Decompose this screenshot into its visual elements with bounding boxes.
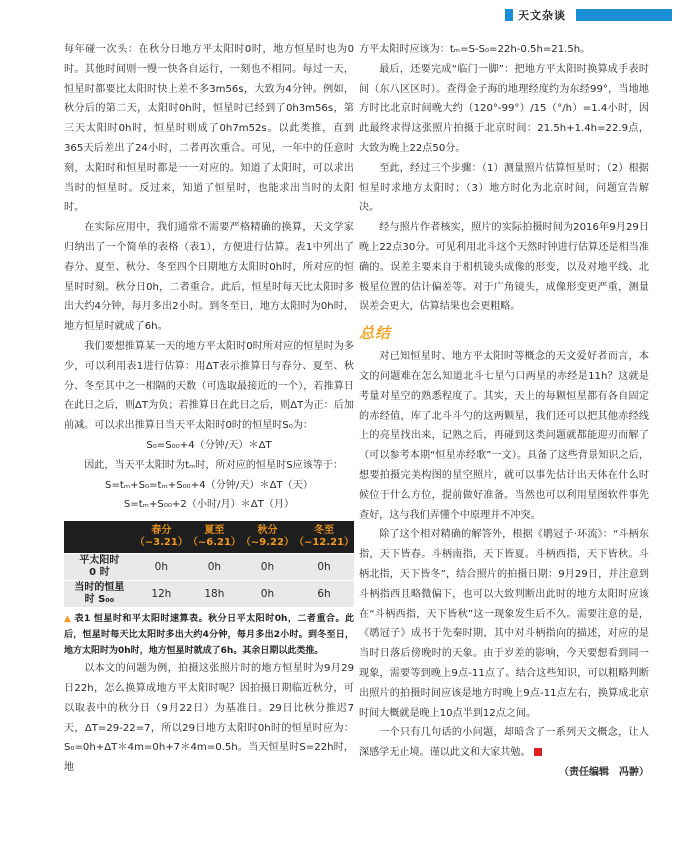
table-header-row	[64, 521, 354, 554]
paragraph: 一个只有几句话的小问题，却暗含了一系列天文概念，让人深感学无止境。谨以此文和大家共勉。	[359, 727, 649, 759]
paragraph: 方平太阳时应该为：tₘ=S-S₀=22h-0.5h=21.5h。	[359, 44, 591, 55]
formula: S₀=S₀₀+4（分钟/天）＊ΔT	[146, 439, 272, 451]
paragraph: 经与照片作者核实，照片的实际拍摄时间为2016年9月29日晚上22点30分。可见利用北斗这个天然时钟进行估算还是相当准确的。误差主要来自于相机镜头成像的形变，以及对地平线、北极星位置的估计偏差等。对于广角镜头，成像形变更严重，测量误差会更大，估算结果也会更粗略。	[359, 222, 649, 313]
table-row	[64, 554, 354, 581]
formula: S=tₘ+S₀=tₘ+S₀₀+4（分钟/天）＊ΔT（天）	[105, 479, 313, 491]
paragraph: 最后，还要完成“临门一脚”：把地方平太阳时换算成手表时间（东八区区时）。查得金子海的地理经度约为东经99°，当地地方时比北京时间晚大约（120°-99°）/15（°/h）=1.4小时，因此最终求得这张照片拍摄于北京时间：21.5h+1.4h=22.9点，大致为晚上22点50分。	[359, 63, 649, 154]
right-column	[359, 40, 649, 783]
table-cell: 0h	[241, 581, 294, 608]
table-cell: 0h	[188, 554, 241, 581]
section-label: 天文杂谈	[518, 9, 566, 22]
table-corner-cell	[64, 521, 135, 554]
paragraph: 对已知恒星时、地方平太阳时等概念的天文爱好者而言，本文的问题难在怎么知道北斗七星勺口两星的赤经是11h？这就是考量对星空的熟悉程度了。其实，天上的每颗恒星都有各自固定的赤经值，库了北斗斗勺的这两颗星，我们还可以把其他赤经线上的亮星找出来，记熟之后，再碰到这类问题就都能迎刃而解了（可以参考本期“恒星赤经歌”一文）。具备了这些背景知识之后，想要拍摄完美构图的星空照片，就可以事先估计出天体在什么时候位于什么方位，提前做好准备。当然也可以利用星图软件事先查好，这与我们弄懂个中原理并不冲突。	[359, 351, 649, 521]
paragraph: 每年碰一次头：在秋分日地方平太阳时0时，地方恒星时也为0时。其他时间则一慢一快各自运行，一刻也不相同。每过一天，恒星时都要比太阳时快上差不多3m56s，大致为4分钟。例如，秋分后的第二天，太阳时0h时，恒星时已经到了0h3m56s，第三天太阳时0h时，恒星时则成了0h7m52s。以此类推，直到365天后差出了24小时，二者再次重合。可见，一年中的任意时刻，太阳时和恒星时都是一一对应的。知道了太阳时，可以求出当时的恒星时。反过来，知道了恒星时，也能求出当时的太阳时。	[64, 44, 354, 214]
table-header-cell: 秋分 （~9.22）	[241, 521, 294, 554]
paragraph: 至此，经过三个步骤：（1）测量照片估算恒星时；（2）根据恒星时求地方太阳时；（3）地方时化为北京时间，问题宣告解决。	[359, 162, 649, 214]
triangle-icon: ▲	[64, 614, 72, 625]
section-heading: 总结	[359, 324, 392, 343]
header-accent-bar	[505, 9, 513, 21]
paragraph: 以本文的问题为例，拍摄这张照片时的地方恒星时为9月29日22h，怎么换算成地方平太阳时呢？因拍摄日期临近秋分，可以取表中的秋分日（9月22日）为基准日。29日比秋分推迟7天，ΔT=29-22=7，所以29日地方太阳时0h时的恒星时应为：S₀=0h+ΔT＊4m=0h+7＊4m=0.5h。当天恒星时S=22h时，地	[64, 663, 354, 774]
paragraph: 在实际应用中，我们通常不需要严格精确的换算，天文学家归纳出了一个简单的表格（表1），方便进行估算。表1中列出了春分、夏至、秋分、冬至四个日期地方太阳时0h时，所对应的恒星时时刻。秋分日0h，二者重合。此后，恒星时每天比太阳时多出大约4分钟，每月多出2小时。到冬至日，地方太阳时为0h时，地方恒星时就成了6h。	[64, 222, 354, 333]
table-cell: 0h	[135, 554, 188, 581]
table-cell: 6h	[294, 581, 354, 608]
table-cell: 12h	[135, 581, 188, 608]
header-accent-block	[576, 9, 672, 21]
table-header-cell: 冬至 （~12.21）	[294, 521, 354, 554]
left-column	[64, 40, 354, 778]
table-row	[64, 581, 354, 608]
editor-credit: （责任编辑 冯翀）	[559, 766, 649, 778]
paragraph: 除了这个相对精确的解答外，根据《鹖冠子·环流》：“斗柄东指，天下皆春。斗柄南指，天下皆夏。斗柄西指，天下皆秋。斗柄北指，天下皆冬”，结合照片的拍摄日期：9月29日，并注意到斗柄指西且略微偏下，也可以大致判断出此时的地方太阳时应该在“斗柄西指，天下皆秋”这一现象发生后不久。需要注意的是，《鹖冠子》成书于先秦时期，其中对斗柄指向的描述，对应的是当时日落后傍晚时的天象。由于岁差的影响，今天要想看到同一现象，需要等到晚上9点-11点了。结合这些知识，可以粗略判断出照片的拍摄时间应该是地方时晚上9点-11点左右，换算成北京时间大概就是晚上10点半到12点之间。	[359, 529, 649, 719]
table-cell: 0h	[294, 554, 354, 581]
table-cell: 0h	[241, 554, 294, 581]
table-cell: 18h	[188, 581, 241, 608]
end-mark-icon	[534, 748, 542, 756]
table-header-cell: 春分 （~3.21）	[135, 521, 188, 554]
table-header-cell: 夏至 （~6.21）	[188, 521, 241, 554]
table-caption: ▲ 表1 恒星时和平太阳时速算表。秋分日平太阳时0h，二者重合。此后，恒星时每天比太阳时多出大约4分钟，每月多出2小时。到冬至日，地方太阳时为0h时，地方恒星时就成了6h。其余日期以此类推。	[64, 614, 355, 657]
paragraph: 我们要想推算某一天的地方平太阳时0时所对应的恒星时为多少，可以利用表1进行估算：用ΔT表示推算日与春分、夏至、秋分、冬至其中之一相隔的天数（可选取最接近的一个），若推算日在此日之后，则ΔT为负；若推算日在此日之后，则ΔT为正：后加前减。可以求出推算日当天平太阳时0时的恒星时S₀为：	[64, 340, 354, 432]
table-row-label: 当时的恒星 时 S₀₀	[64, 581, 135, 608]
formula: S=tₘ+S₀₀+2（小时/月）＊ΔT（月）	[123, 499, 295, 511]
sidereal-time-table	[64, 521, 354, 607]
paragraph: 因此，当天平太阳时为tₘ时，所对应的恒星时S应该等于：	[84, 459, 344, 471]
table-row-label: 平太阳时 0 时	[64, 554, 135, 581]
